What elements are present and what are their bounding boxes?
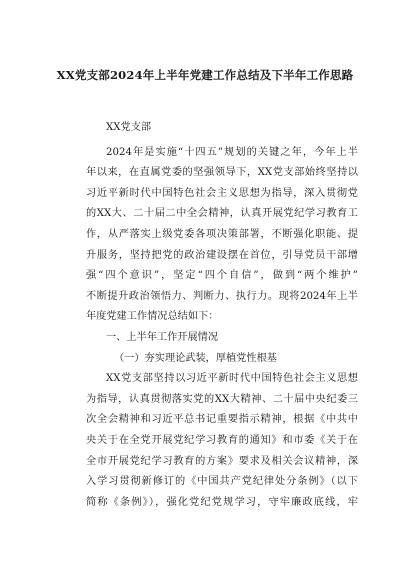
paragraph-line: 简称《条例》），强化党纪党规学习，守牢廉政底线，牢 (86, 496, 358, 508)
paragraph-line: 央关于在全党开展党纪学习教育的通知》和市委《关于在 (86, 434, 358, 446)
paragraph-line: 全市开展党纪学习教育的方案》要求及相关会议精神，深 (86, 455, 358, 467)
paragraph-line: 作，从严落实上级党委各项决策部署，不断强化职能、提 (86, 228, 358, 240)
paragraph-line: 年度党建工作情况总结如下： (86, 311, 219, 323)
paragraph-line: 为指导，认真贯彻落实党的XX大精神、二十届中央纪委三 (86, 393, 358, 405)
paragraph-line: 强“四个意识”，坚定“四个自信”，做到“两个维护” (86, 270, 358, 282)
subsection-heading: （一）夯实理论武装，厚植党性根基 (114, 352, 277, 364)
paragraph-line: 不断提升政治领悟力、判断力、执行力。现将2024年上半 (86, 290, 358, 302)
document-body (86, 118, 358, 513)
paragraph-line: 次全会精神和习近平总书记重要指示精神，根据《中共中 (86, 414, 358, 426)
document-title: XX党支部2024年上半年党建工作总结及下半年工作思路 (56, 68, 354, 82)
paragraph-line: XX党支部坚持以习近平新时代中国特色社会主义思想 (106, 373, 358, 385)
salutation: XX党支部 (106, 122, 152, 133)
section-heading: 一、上半年工作开展情况 (106, 331, 219, 343)
paragraph-line: 入学习贯彻新修订的《中国共产党纪律处分条例》（以下 (86, 476, 358, 488)
paragraph-line: 习近平新时代中国特色社会主义思想为指导，深入贯彻党 (86, 187, 358, 199)
paragraph-line: 年以来，在直属党委的坚强领导下，XX党支部始终坚持以 (86, 167, 358, 179)
paragraph-line: 2024年是实施“十四五”规划的关键之年，今年上半 (106, 146, 358, 158)
paragraph-line: 升服务，坚持把党的政治建设摆在首位，引导党员干部增 (86, 249, 358, 261)
paragraph-line: 的XX大、二十届二中全会精神，认真开展党纪学习教育工 (86, 208, 358, 220)
